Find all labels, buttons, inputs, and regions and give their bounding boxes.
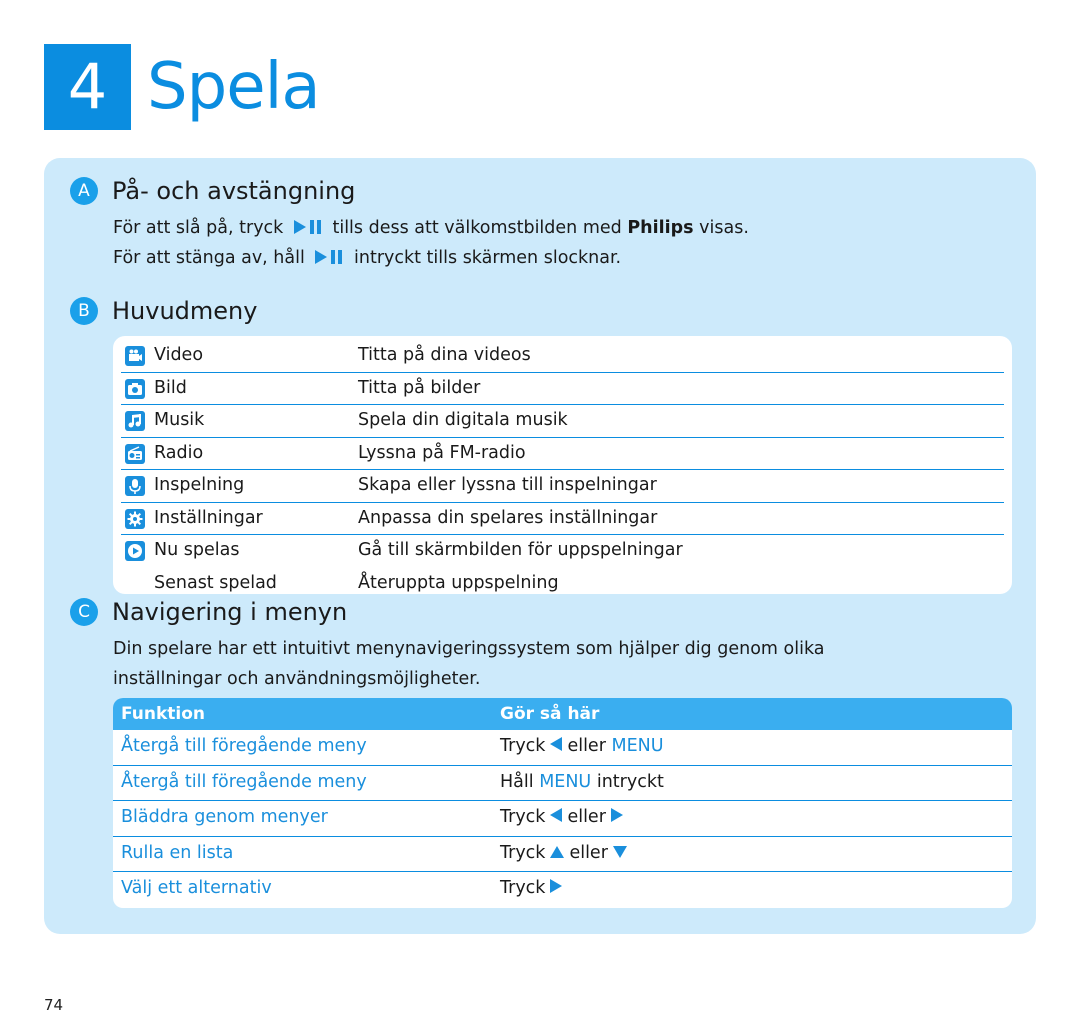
header-howto: Gör så här bbox=[500, 704, 600, 724]
section-c-badge: C bbox=[70, 598, 98, 626]
section-a-badge: A bbox=[70, 177, 98, 205]
function-text: Rulla en lista bbox=[121, 842, 234, 863]
settings-gear-icon bbox=[125, 509, 145, 529]
menu-row-radio bbox=[121, 438, 1004, 471]
section-b-heading bbox=[70, 297, 257, 325]
camera-icon bbox=[125, 379, 145, 399]
power-off-instruction: För att stänga av, håll intryckt tills skärmen slocknar. bbox=[113, 248, 622, 268]
howto-text: Tryck bbox=[500, 878, 567, 898]
function-text: Återgå till föregående meny bbox=[121, 736, 367, 756]
menu-item-name: Senast spelad bbox=[154, 572, 277, 593]
chapter-number-box bbox=[44, 44, 131, 130]
table-row bbox=[113, 872, 1012, 908]
howto-text: Tryck eller MENU bbox=[500, 736, 664, 756]
menu-row-bild bbox=[121, 373, 1004, 406]
page-number: 74 bbox=[44, 996, 64, 1014]
section-a-heading bbox=[70, 177, 355, 205]
arrow-right-icon bbox=[610, 807, 624, 823]
table-row bbox=[113, 801, 1012, 837]
menu-item-desc: Gå till skärmbilden för uppspelningar bbox=[358, 540, 683, 560]
menu-item-name: Musik bbox=[154, 410, 205, 430]
menu-item-name: Radio bbox=[154, 442, 204, 463]
video-icon bbox=[125, 346, 145, 366]
chapter-title: Spela bbox=[147, 50, 320, 124]
play-pause-icon bbox=[314, 249, 344, 265]
menu-row-video bbox=[121, 340, 1004, 373]
menu-item-desc: Återuppta uppspelning bbox=[358, 572, 559, 593]
power-on-instruction: För att slå på, tryck tills dess att välkomstbilden med Philips visas. bbox=[113, 218, 749, 238]
now-playing-icon bbox=[125, 541, 145, 561]
arrow-up-icon bbox=[549, 845, 565, 859]
brand-name: Philips bbox=[627, 218, 694, 238]
howto-text: Tryck eller bbox=[500, 807, 628, 827]
section-b-badge: B bbox=[70, 297, 98, 325]
microphone-icon bbox=[125, 476, 145, 496]
chapter-number: 4 bbox=[67, 50, 108, 123]
music-note-icon bbox=[125, 411, 145, 431]
arrow-right-icon bbox=[549, 878, 563, 894]
menu-item-desc: Anpassa din spelares inställningar bbox=[358, 507, 658, 528]
function-text: Bläddra genom menyer bbox=[121, 807, 328, 828]
section-b-title: Huvudmeny bbox=[112, 297, 258, 325]
howto-text: Tryck eller bbox=[500, 843, 632, 863]
arrow-down-icon bbox=[612, 845, 628, 859]
radio-icon bbox=[125, 444, 145, 464]
navigation-intro-line2: inställningar och användningsmöjligheter. bbox=[113, 669, 481, 689]
menu-item-desc: Lyssna på FM-radio bbox=[358, 442, 526, 463]
menu-row-nu-spelas bbox=[121, 535, 1004, 568]
menu-item-name: Nu spelas bbox=[154, 540, 240, 560]
navigation-intro-line1: Din spelare har ett intuitivt menynavigeringssystem som hjälper dig genom olika bbox=[113, 639, 825, 659]
menu-item-name: Video bbox=[154, 345, 204, 365]
menu-row-installningar bbox=[121, 503, 1004, 536]
menu-item-desc: Titta på dina videos bbox=[358, 345, 531, 365]
table-row bbox=[113, 837, 1012, 873]
howto-text: Håll MENU intryckt bbox=[500, 771, 664, 792]
menu-item-name: Inställningar bbox=[154, 507, 263, 528]
section-a-title: På- och avstängning bbox=[112, 177, 356, 205]
menu-row-inspelning bbox=[121, 470, 1004, 503]
function-text: Återgå till föregående meny bbox=[121, 771, 367, 792]
menu-item-desc: Skapa eller lyssna till inspelningar bbox=[358, 475, 657, 495]
arrow-left-icon bbox=[549, 807, 563, 823]
table-row bbox=[113, 730, 1012, 766]
section-c-heading bbox=[70, 598, 347, 626]
navigation-table bbox=[113, 698, 1012, 908]
function-text: Välj ett alternativ bbox=[121, 878, 272, 899]
main-menu-table bbox=[113, 336, 1012, 594]
header-function: Funktion bbox=[121, 704, 206, 724]
arrow-left-icon bbox=[549, 736, 563, 752]
table-header bbox=[113, 698, 1012, 730]
table-row bbox=[113, 766, 1012, 802]
play-pause-icon bbox=[293, 219, 323, 235]
menu-row-senast-spelad bbox=[121, 568, 1004, 601]
menu-item-name: Bild bbox=[154, 377, 187, 398]
menu-item-desc: Spela din digitala musik bbox=[358, 410, 568, 430]
section-c-title: Navigering i menyn bbox=[112, 598, 348, 626]
menu-row-musik bbox=[121, 405, 1004, 438]
menu-item-desc: Titta på bilder bbox=[358, 377, 481, 398]
menu-item-name: Inspelning bbox=[154, 475, 245, 495]
